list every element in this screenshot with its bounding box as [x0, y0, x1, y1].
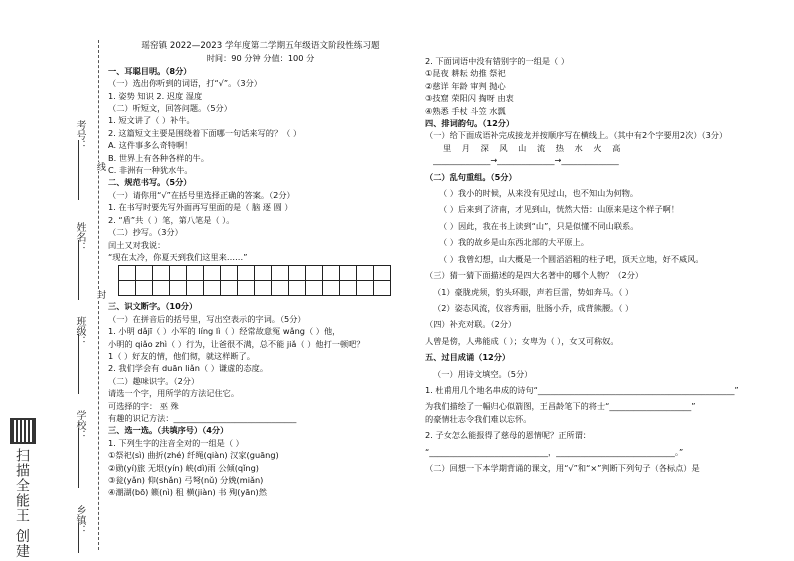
name-label: 姓名：: [74, 222, 85, 252]
question-line: 1. 小明 dǎjī（ ）小军的 líng lì（ ）经常故意冤 wǎng（ ）他，: [108, 326, 341, 337]
section-heading: （二）乱句重组。（5分）: [425, 171, 517, 182]
idiom-characters: 里 月 深 风 山 流 热 水 火 高: [443, 142, 625, 153]
question-line: （一）在拼音后的括号里，写出空表示的字词。（5分）: [108, 313, 306, 324]
scanner-watermark: 扫描全能王 创建: [14, 448, 30, 559]
section-heading: 二、规范书写。（5分）: [108, 177, 192, 188]
question-line: 2. “盾”共（ ）笔，第八笔是（ ）。: [108, 214, 235, 225]
option-line: ④熟悉 手杖 斗笠 水瓢: [425, 105, 506, 116]
name-line: [78, 240, 79, 300]
option-line: ②勋(yí)旅 无垠(yín) 峡(dì)雨 公倾(qǐng): [108, 462, 259, 473]
option-line: ③技窟 荣阳闪 掏呀 由衷: [425, 93, 514, 104]
section-heading: 五、过目成诵（12分）: [425, 352, 511, 363]
option-line: ①祭祀(sì) 曲折(zhé) 纤绳(qiàn) 汉家(guāng): [108, 450, 279, 461]
option-line: ④潮湖(bō) 籁(nì) 租 横(jiàn) 书 殉(yān)然: [108, 487, 267, 498]
question-line: 可选择的字： 巫 殊: [108, 400, 179, 411]
question-line: 小明的 qiǎo zhì（ ）行为，让爸很不满，总不能 jiǎ（ ）他打一顿吧？: [108, 338, 365, 349]
question-line: （一）请你用“√”在括号里选择正确的答案。（2分）: [108, 189, 295, 200]
option-line: B. 世界上有各种各样的牛。: [108, 152, 209, 163]
answer-line[interactable]: “_____________________________，_____________________________。”: [425, 446, 684, 457]
section-heading: 三、选一选。（共填序号）（4分）: [108, 425, 229, 436]
question-line: 请选一个字，用所学的方法记住它。: [108, 388, 240, 399]
binding-margin: [0, 0, 105, 561]
question-line: 2. 子女怎么能报得了慈母的恩情呢？正所谓：: [425, 430, 591, 441]
reorder-sentence: （ ）后来到了济南，才见到山，恍然大悟：山原来是这个样子啊！: [439, 204, 680, 215]
question-line: 1. 短文讲了（ ）补牛。: [108, 115, 195, 126]
reorder-sentence: （ ）因此，我在书上读到“山”，只是似懂不同山联系。: [439, 220, 639, 231]
question-line: 1. 姿势 知识 2. 迟度 湿度: [108, 90, 203, 101]
town-label: 乡镇：: [74, 505, 85, 535]
question-line: （一）用诗文填空。（5分）: [433, 368, 533, 379]
section-heading: 三、识文断字。（10分）: [108, 301, 198, 312]
question-line: 闰土又对我说：: [108, 239, 166, 250]
option-line: ①昆夜 耕耘 幼推 祭祀: [425, 68, 506, 79]
town-line: [78, 523, 79, 553]
class-line: [78, 334, 79, 394]
question-line: 为我们描绘了一幅归心似箭图，王昌龄笔下的将士“____________________”: [425, 401, 696, 412]
class-label: 班级：: [74, 316, 85, 346]
question-line: （二）听短文，回答问题。（5分）: [108, 103, 232, 114]
school-line: [78, 428, 79, 488]
option-line: C. 非洲有一种犹水牛。: [108, 165, 193, 176]
question-line: 有趣的识记方法：______________________________: [108, 412, 297, 423]
question-line: （二）回想一下本学期背诵的课文，用“√”和“×”判断下列句子（各标点）是: [425, 462, 700, 473]
school-label: 学校：: [74, 410, 85, 440]
option-line: ③瓮(yǎn) 仰(shǎn) 弓弩(nǔ) 分娩(miǎn): [108, 475, 264, 485]
exam-number-label: 考号：: [74, 120, 85, 150]
exam-number-line: [78, 140, 79, 200]
question-line: （二）趣味识字。（2分）: [108, 375, 200, 386]
option-line: ②慈详 年龄 审判 抛心: [425, 80, 506, 91]
left-column: [108, 40, 413, 499]
question-line: 的豪情壮志令我们难以忘怀。: [425, 413, 532, 424]
question-line: 人曾是傍，人弗能成（ ）；女卑为（ ），女又可称奴。: [425, 335, 619, 346]
question-line: 1. 下列生字的注音全对的一组是（ ）: [108, 437, 244, 448]
exam-title: 瑶窑镇 2022—2023 学年度第二学期五年级语文阶段性练习题: [141, 41, 380, 51]
exam-subtitle: 时间：90 分钟 分值：100 分: [206, 53, 315, 64]
question-line: （四）补充对联。（2分）: [425, 319, 517, 330]
qr-code-icon: [10, 418, 36, 444]
question-line: （一）给下面成语补完成接龙并按顺序写在横线上。（其中有2个字要用2次）（3分）: [425, 130, 728, 141]
question-line: 1（ ）好友的情，他们彻，就这样断了。: [108, 350, 255, 361]
reorder-sentence: （ ）我小的时候，从来没有见过山，也不知山为何物。: [439, 188, 639, 199]
question-line: 2. 这篇短文主要是围绕着下面哪一句话来写的？（ ）: [108, 127, 302, 138]
question-line: （1）豪胧虎须，豹头环眼，声若巨雷，势如奔马。（ ）: [433, 286, 634, 297]
reorder-sentence: （ ）我曾幻想，山大概是一个圆滔滔粗的柱子吧，顶天立地，好不威风。: [439, 253, 704, 264]
option-line: A. 这件事多么奇特啊！: [108, 140, 193, 151]
question-line: 2. 我们学会有 duān liǎn（ ）谦虚的态度。: [108, 363, 269, 374]
writing-grid[interactable]: [118, 265, 391, 296]
fold-mark-xian: 线: [95, 162, 105, 171]
right-column: [425, 55, 770, 474]
fold-mark-feng: 封: [95, 290, 105, 299]
copy-prompt: “现在太冷，你夏天到我们这里来……”: [108, 251, 248, 262]
question-line: （2）姿态风流，仪容秀丽，肚肠小乔，成背熊腰。（ ）: [433, 302, 634, 313]
section-heading: 四、排词韵句。（12分）: [425, 118, 515, 129]
question-line: （三）猜一猜下面描述的是四大名著中的哪个人物？（2分）: [425, 270, 644, 281]
section-heading: 一、耳聪目明。（8分）: [108, 65, 192, 76]
reorder-sentence: （ ）我的故乡是山东西北部的大平原上。: [439, 237, 589, 248]
question-line: （二）抄写。（3分）: [108, 227, 183, 238]
question-line: 1. 在书写时要先写外面再写里面的是（ 脑 逐 圆 ）: [108, 202, 293, 213]
question-line: 1. 杜甫用几个地名串成的诗句“________________________________________________”: [425, 384, 739, 395]
idiom-answer-lines[interactable]: ______________→______________→______________: [433, 155, 619, 166]
question-line: （一）选出你听到的词语，打“√”。（3分）: [108, 78, 262, 89]
question-line: 2. 下面词语中没有错别字的一组是（ ）: [425, 56, 570, 66]
